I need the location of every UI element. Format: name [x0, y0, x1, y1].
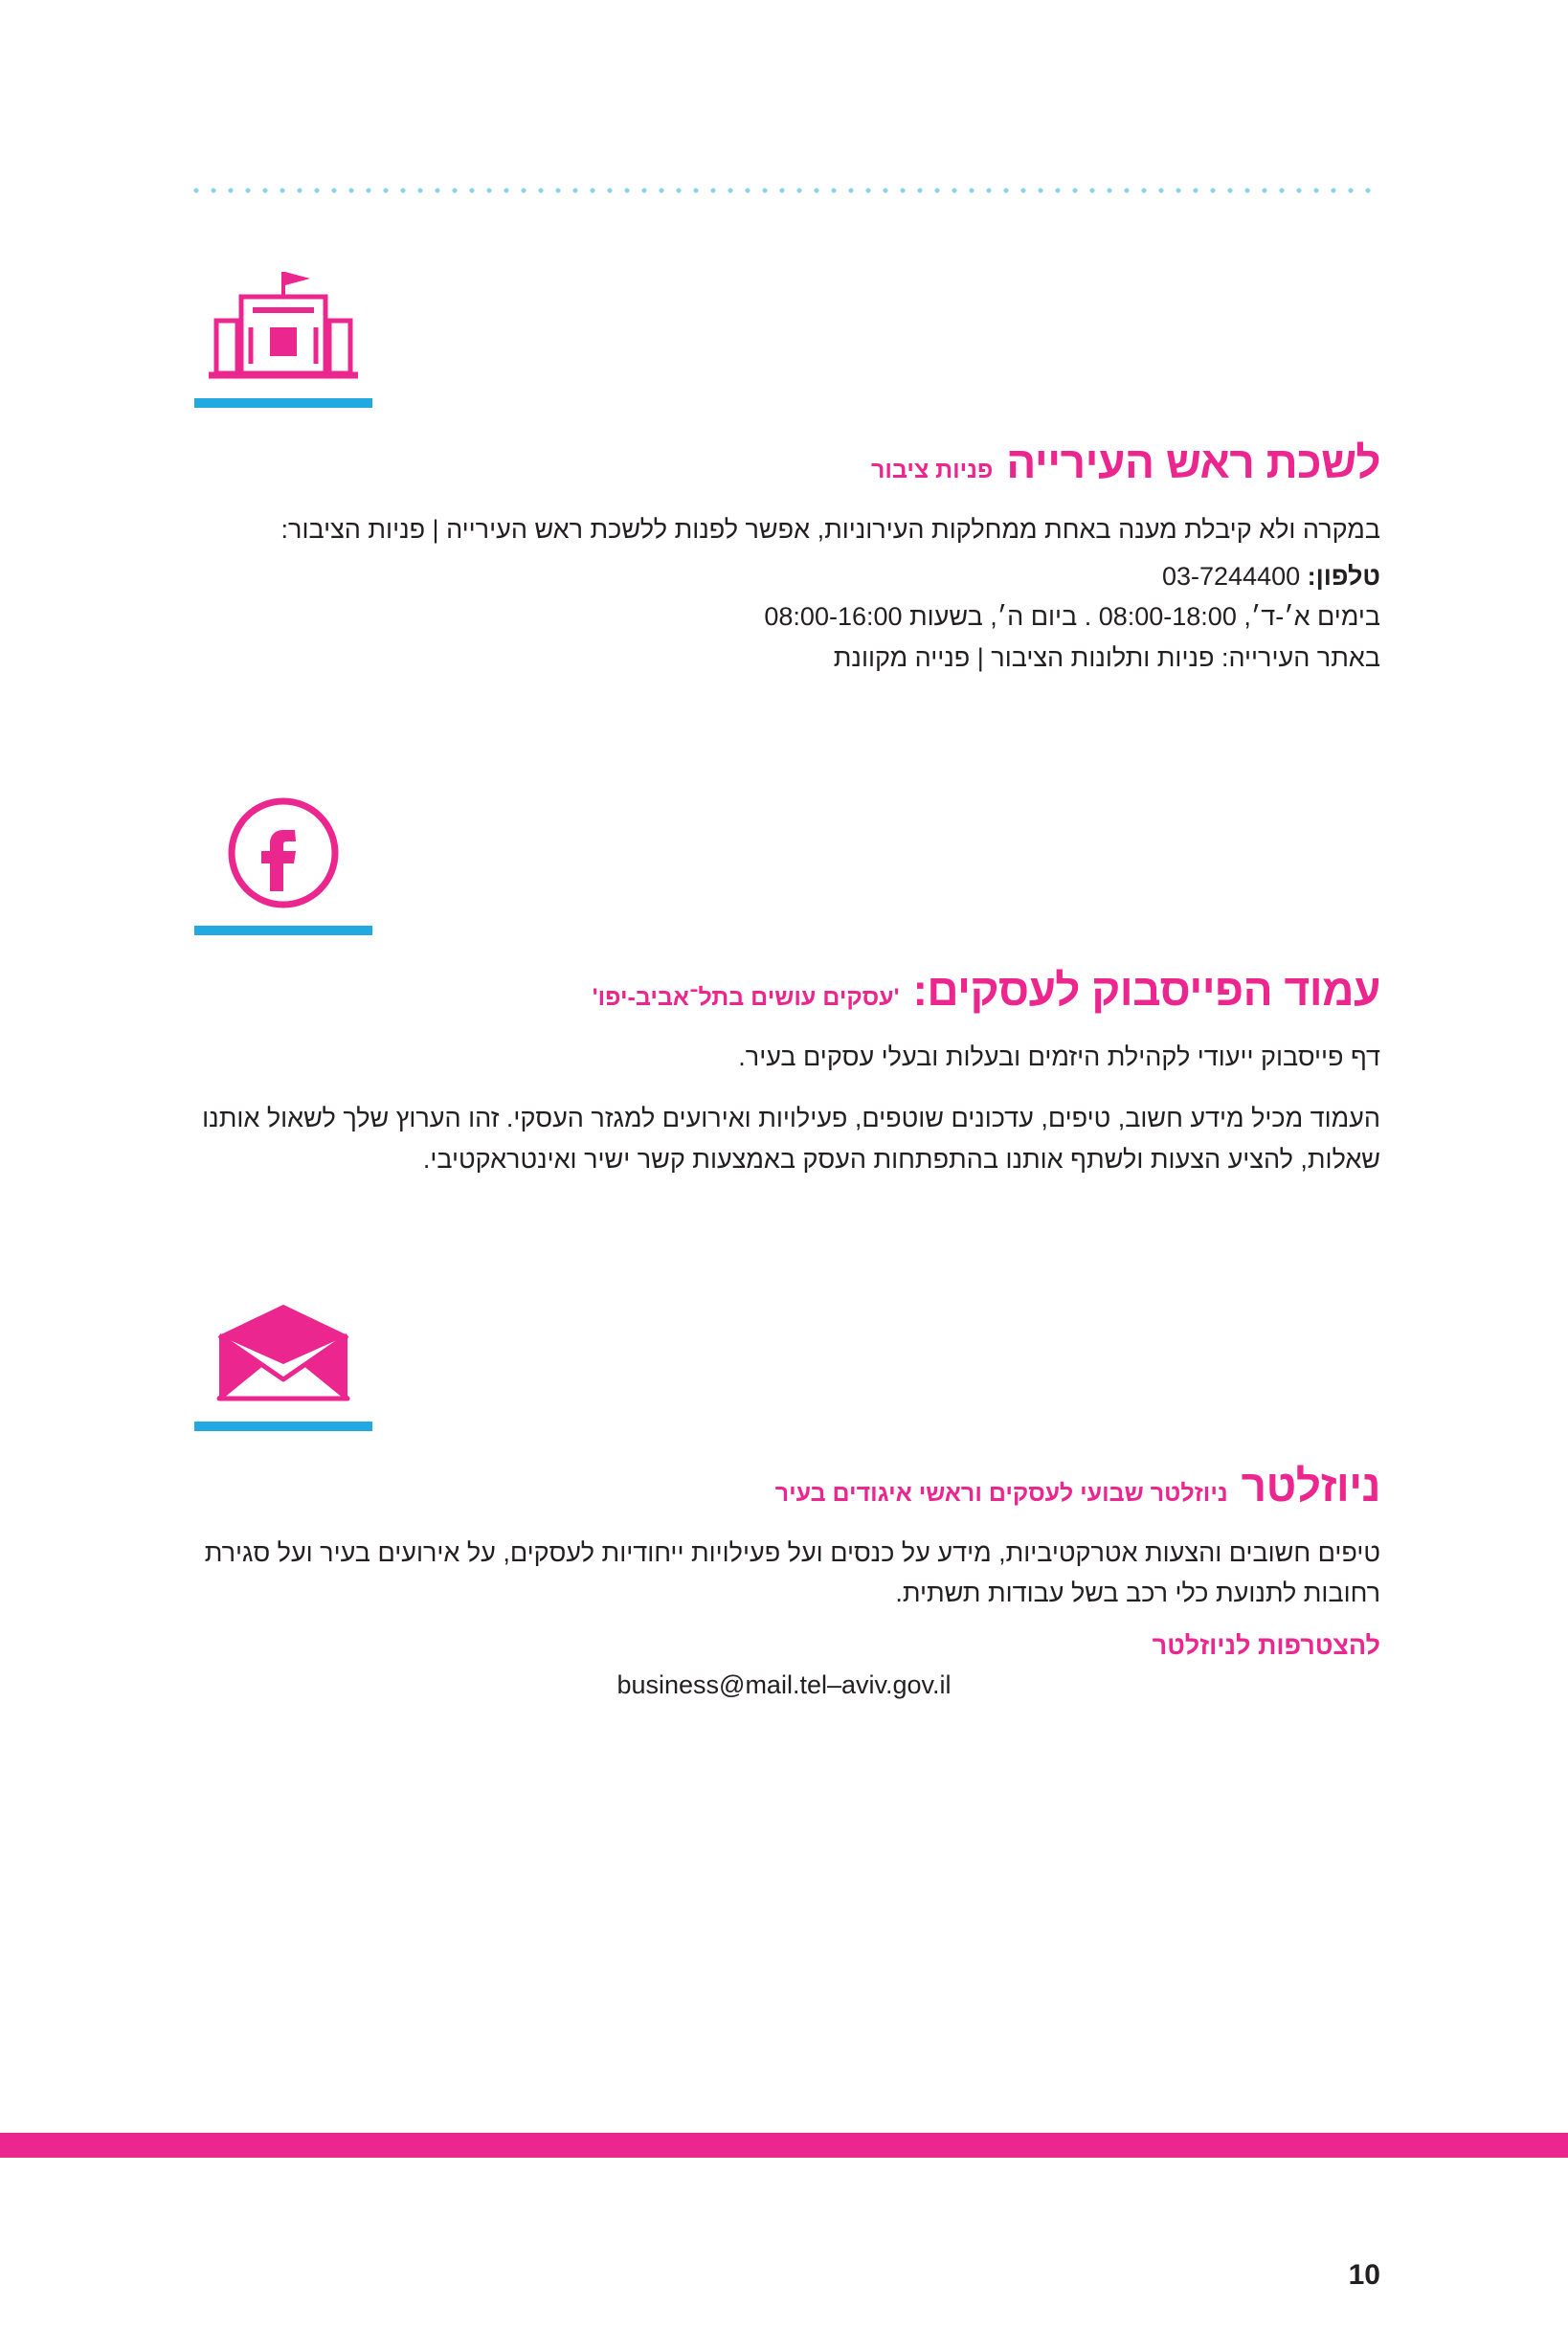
icon-underline	[194, 1422, 372, 1431]
newsletter-email[interactable]: business@mail.tel–aviv.gov.il	[616, 1669, 952, 1699]
envelope-mail-icon	[212, 1263, 355, 1406]
section-body	[188, 509, 1380, 679]
section-heading: ניוזלטר	[1241, 1460, 1380, 1511]
section-heading-row	[188, 964, 1380, 1015]
icon-underline	[194, 926, 372, 935]
section-newsletter	[188, 1263, 1380, 1700]
city-hall-building-icon	[207, 239, 360, 383]
section-body	[188, 1533, 1380, 1614]
paragraph: העמוד מכיל מידע חשוב, טיפים, עדכונים שוטפים, פעילויות ואירועים למגזר העסקי. זהו הערוץ שלך לשאול אותנו שאלות, להציע הצעות ולשתף אותנו בהתפתחות העסק באמצעות קשר ישיר ואינטראקטיבי.	[202, 1104, 1380, 1174]
dotted-divider	[188, 188, 1380, 193]
section-subheading: ניוזלטר שבועי לעסקים וראשי איגודים בעיר	[774, 1479, 1228, 1507]
section-subheading: 'עסקים עושים בתל־אביב-יפו'	[592, 983, 900, 1011]
section-heading: לשכת ראש העירייה	[1006, 437, 1380, 487]
phone-value: 03-7244400	[1161, 561, 1301, 591]
newsletter-cta-label: להצטרפות לניוזלטר	[1152, 1630, 1380, 1660]
phone-label: טלפון:	[1307, 561, 1380, 591]
section-heading-row	[188, 1460, 1380, 1511]
section-mayor-office	[188, 239, 1380, 679]
section-facebook-page	[188, 767, 1380, 1180]
section-heading-row	[188, 437, 1380, 487]
section-icon-wrap	[188, 1263, 1380, 1431]
page-number: 10	[1348, 2259, 1380, 2291]
paragraph: במקרה ולא קיבלת מענה באחת ממחלקות העירוניות, אפשר לפנות ללשכת ראש העירייה | פניות הציבור:	[280, 515, 1380, 544]
paragraph: טיפים חשובים והצעות אטרקטיביות, מידע על כנסים ועל פעילויות ייחודיות לעסקים, על אירועים בעיר ועל סגירת רחובות לתנועת כלי רכב בשל עבודות תשתית.	[204, 1537, 1380, 1608]
facebook-icon	[226, 767, 341, 910]
hours-line: בימים א׳-ד׳, 08:00-18:00 . ביום ה׳, בשעות 08:00-16:00	[764, 602, 1380, 632]
page-content	[188, 239, 1380, 1700]
section-icon-wrap	[188, 239, 1380, 408]
section-icon-wrap	[188, 767, 1380, 935]
phone-line	[188, 556, 1380, 597]
footer-bar	[0, 2133, 1568, 2158]
section-body	[188, 1037, 1380, 1180]
icon-underline	[194, 398, 372, 408]
section-subheading: פניות ציבור	[870, 457, 994, 483]
website-line: באתר העירייה: פניות ותלונות הציבור | פנייה מקוונת	[833, 642, 1380, 672]
paragraph: דף פייסבוק ייעודי לקהילת היזמים ובעלות ובעלי עסקים בעיר.	[738, 1042, 1380, 1071]
section-heading: עמוד הפייסבוק לעסקים:	[912, 964, 1380, 1015]
